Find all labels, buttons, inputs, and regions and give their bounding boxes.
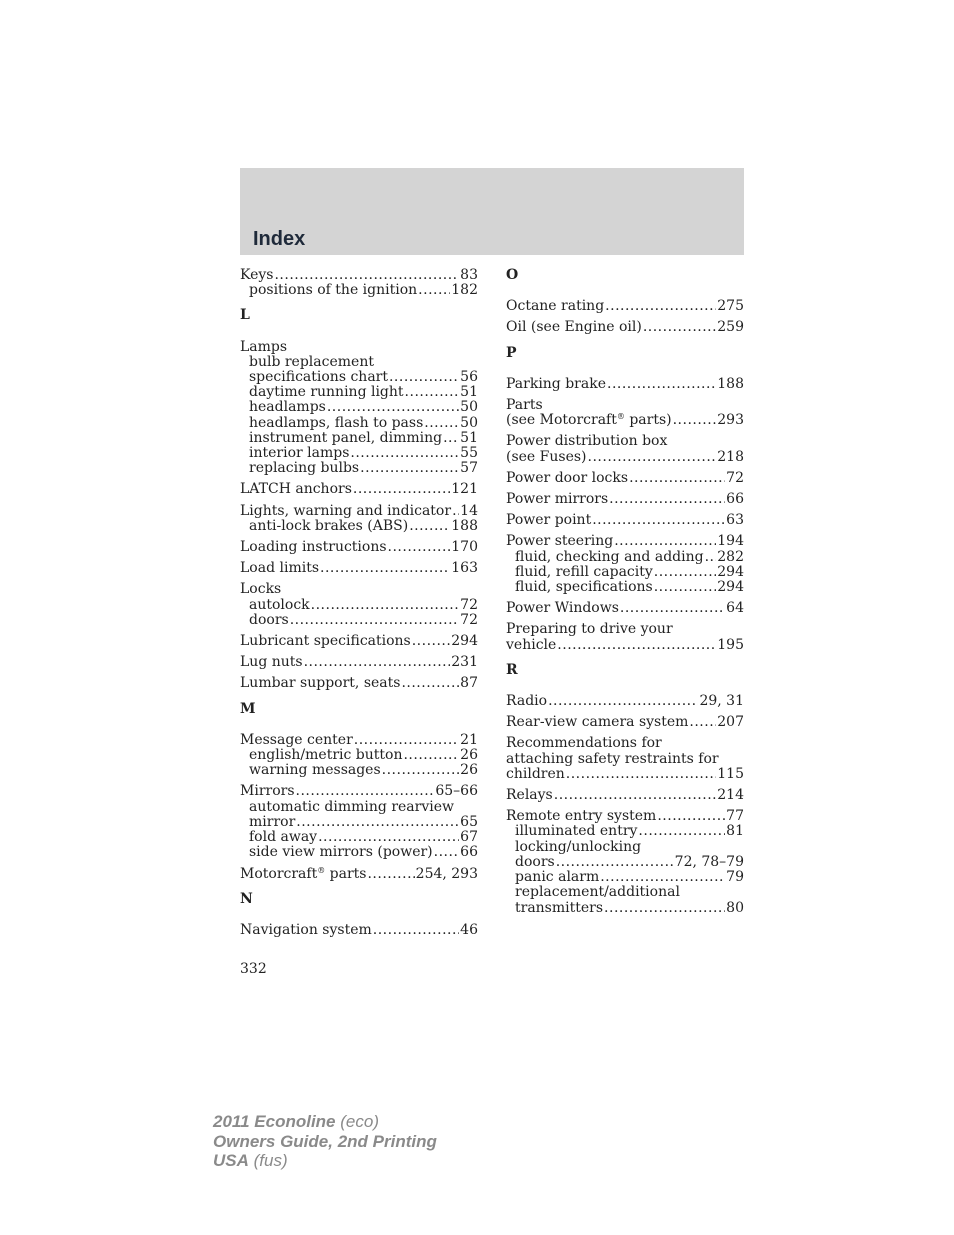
index-subentry-line xyxy=(506,901,744,916)
entry-term: Lamps xyxy=(240,338,288,355)
section-letter: N xyxy=(240,890,253,907)
document-footer xyxy=(213,1112,437,1171)
index-entry-line xyxy=(506,320,744,335)
dot-leader xyxy=(409,519,450,534)
entry-term: side view mirrors (power) xyxy=(249,844,433,861)
index-entry xyxy=(506,492,744,507)
entry-term: Power Windows xyxy=(506,600,619,617)
index-entry-line xyxy=(240,340,478,355)
entry-term: instrument panel, dimming xyxy=(249,429,443,446)
index-entry-line xyxy=(506,413,744,428)
section-letter: P xyxy=(506,344,517,361)
entry-page-ref: 51 xyxy=(460,384,478,401)
dot-leader xyxy=(689,715,716,730)
entry-term: Remote entry system xyxy=(506,808,657,825)
index-entry xyxy=(240,540,478,555)
entry-page-ref: 163 xyxy=(451,560,478,577)
dot-leader xyxy=(607,377,716,392)
index-entry xyxy=(240,268,478,298)
page-title: Index xyxy=(253,228,306,250)
entry-term: fluid, specifications xyxy=(515,579,653,596)
index-entry xyxy=(240,561,478,576)
index-entry-line xyxy=(240,676,478,691)
index-entry-line xyxy=(240,733,478,748)
page-number: 332 xyxy=(240,961,267,977)
entry-page-ref: 207 xyxy=(717,714,744,731)
index-subentry-line xyxy=(240,598,478,613)
entry-term: english/metric button xyxy=(249,747,403,764)
entry-page-ref: 65–66 xyxy=(435,783,478,800)
dot-leader xyxy=(629,471,725,486)
entry-page-ref: 83 xyxy=(460,267,478,283)
index-entry-line xyxy=(240,582,478,597)
index-entry-line xyxy=(506,534,744,549)
entry-term: attaching safety restraints for xyxy=(506,750,719,767)
entry-page-ref: 80 xyxy=(726,899,744,916)
dot-leader xyxy=(592,513,725,528)
entry-term: Lug nuts xyxy=(240,654,303,671)
index-subentry-line xyxy=(240,370,478,385)
dot-leader xyxy=(360,461,459,476)
index-subentry-line xyxy=(240,446,478,461)
index-entry xyxy=(240,482,478,497)
index-subentry-line xyxy=(240,763,478,778)
section-letter: M xyxy=(240,700,256,717)
index-subentry-line xyxy=(506,580,744,595)
index-entry xyxy=(240,340,478,477)
index-subentry-line xyxy=(240,355,478,370)
index-entry xyxy=(240,923,478,938)
index-entry xyxy=(506,809,744,915)
index-subentry-line xyxy=(240,613,478,628)
entry-page-ref: 231 xyxy=(451,654,478,671)
dot-leader xyxy=(556,855,674,870)
index-entry xyxy=(506,736,744,782)
index-entry xyxy=(240,634,478,649)
entry-term: automatic dimming rearview xyxy=(249,798,455,815)
index-header-band xyxy=(240,168,744,255)
index-entry-line xyxy=(506,809,744,824)
entry-page-ref: 195 xyxy=(717,636,744,653)
dot-leader xyxy=(405,385,460,400)
entry-term: headlamps xyxy=(249,399,326,416)
dot-leader xyxy=(373,923,459,938)
entry-term: fold away xyxy=(249,829,318,846)
index-entry xyxy=(506,299,744,314)
entry-term: Relays xyxy=(506,787,553,804)
index-entry-line xyxy=(506,752,744,767)
dot-leader xyxy=(588,450,717,465)
index-entry xyxy=(506,601,744,616)
entry-page-ref: 26 xyxy=(460,762,478,779)
dot-leader xyxy=(654,565,717,580)
footer-model-code: (eco) xyxy=(340,1112,379,1131)
index-entry-line xyxy=(506,715,744,730)
index-subentry-line xyxy=(506,565,744,580)
dot-leader xyxy=(353,482,450,497)
index-subentry-line xyxy=(240,748,478,763)
entry-page-ref: 79 xyxy=(726,869,744,886)
registered-mark: ® xyxy=(616,412,625,422)
entry-page-ref: 275 xyxy=(717,298,744,315)
footer-region-code: (fus) xyxy=(253,1151,288,1170)
entry-page-ref: 282 xyxy=(717,548,744,565)
index-subentry-line xyxy=(240,845,478,860)
entry-term: LATCH anchors xyxy=(240,481,352,498)
entry-page-ref: 29, 31 xyxy=(699,693,744,710)
entry-page-ref: 46 xyxy=(460,921,478,938)
index-subentry-line xyxy=(240,385,478,400)
entry-term: Mirrors xyxy=(240,783,295,800)
dot-leader xyxy=(412,634,451,649)
index-entry-line xyxy=(506,767,744,782)
section-letter: L xyxy=(240,307,250,324)
entry-term: Radio xyxy=(506,693,548,710)
entry-term: specifications chart xyxy=(249,369,388,386)
dot-leader xyxy=(557,638,716,653)
index-entry-line xyxy=(506,694,744,709)
index-entry xyxy=(240,867,478,882)
entry-page-ref: 72 xyxy=(460,611,478,628)
entry-term: bulb replacement xyxy=(249,353,374,370)
index-entry xyxy=(240,504,478,534)
dot-leader xyxy=(389,370,459,385)
entry-term: replacing bulbs xyxy=(249,460,360,477)
index-subentry-line xyxy=(506,885,744,900)
dot-leader xyxy=(654,580,717,595)
index-entry-line xyxy=(506,492,744,507)
index-entry-line xyxy=(506,788,744,803)
index-entry xyxy=(240,733,478,779)
registered-mark: ® xyxy=(317,865,326,875)
entry-term: vehicle xyxy=(506,636,557,653)
entry-term: Parts xyxy=(506,397,543,414)
entry-term: daytime running light xyxy=(249,384,404,401)
dot-leader xyxy=(424,416,459,431)
section-letter: R xyxy=(506,661,518,678)
entry-page-ref: 51 xyxy=(460,429,478,446)
entry-term: Rear-view camera system xyxy=(506,714,689,731)
dot-leader xyxy=(609,492,725,507)
entry-term: (see Motorcraft® parts) xyxy=(506,412,672,429)
index-entry-line xyxy=(506,471,744,486)
entry-term: Octane rating xyxy=(506,298,605,315)
index-column-right xyxy=(506,268,744,922)
entry-page-ref: 55 xyxy=(460,445,478,462)
entry-term: fluid, checking and adding xyxy=(515,548,704,565)
entry-page-ref: 72 xyxy=(460,596,478,613)
entry-term: fluid, refill capacity xyxy=(515,563,653,580)
index-entry-line xyxy=(240,784,478,799)
index-entry-line xyxy=(506,736,744,751)
entry-page-ref: 50 xyxy=(460,399,478,416)
dot-leader xyxy=(367,867,414,882)
entry-term: interior lamps xyxy=(249,445,350,462)
entry-term: Power steering xyxy=(506,533,614,550)
entry-page-ref: 72, 78–79 xyxy=(674,853,744,870)
index-entry xyxy=(506,398,744,428)
entry-page-ref: 254, 293 xyxy=(415,865,478,882)
entry-term: children xyxy=(506,765,565,782)
entry-term: panic alarm xyxy=(515,869,600,886)
index-entry xyxy=(506,694,744,709)
index-entry-line xyxy=(506,398,744,413)
dot-leader xyxy=(566,767,716,782)
dot-leader xyxy=(296,815,459,830)
index-subentry-line xyxy=(506,855,744,870)
index-entry-line xyxy=(506,622,744,637)
entry-term: mirror xyxy=(249,813,296,830)
footer-line-model xyxy=(213,1112,437,1132)
index-entry-line xyxy=(506,434,744,449)
entry-term: (see Fuses) xyxy=(506,448,587,465)
entry-page-ref: 57 xyxy=(460,460,478,477)
index-entry-line xyxy=(240,540,478,555)
dot-leader xyxy=(673,413,717,428)
entry-page-ref: 50 xyxy=(460,414,478,431)
footer-guide-title: Owners Guide, 2nd Printing xyxy=(213,1131,437,1151)
entry-page-ref: 214 xyxy=(717,787,744,804)
dot-leader xyxy=(554,788,717,803)
entry-page-ref: 63 xyxy=(726,512,744,529)
entry-page-ref: 194 xyxy=(717,533,744,550)
entry-page-ref: 56 xyxy=(460,369,478,386)
index-entry-line xyxy=(240,482,478,497)
entry-page-ref: 293 xyxy=(717,412,744,429)
entry-term: warning messages xyxy=(249,762,381,779)
dot-leader xyxy=(320,561,450,576)
entry-term: Load limits xyxy=(240,560,320,577)
dot-leader xyxy=(452,504,459,519)
index-subentry-line xyxy=(240,800,478,815)
index-entry xyxy=(506,513,744,528)
index-entry xyxy=(506,788,744,803)
dot-leader xyxy=(350,446,459,461)
footer-model-name: 2011 Econoline xyxy=(213,1112,336,1131)
dot-leader xyxy=(418,283,450,298)
index-entry xyxy=(240,655,478,670)
entry-page-ref: 72 xyxy=(726,469,744,486)
dot-leader xyxy=(304,655,451,670)
dot-leader xyxy=(401,676,459,691)
entry-term: anti-lock brakes (ABS) xyxy=(249,517,409,534)
index-entry-line xyxy=(240,867,478,882)
index-entry-line xyxy=(506,513,744,528)
index-entry-line xyxy=(240,923,478,938)
footer-line-guide xyxy=(213,1132,437,1152)
entry-page-ref: 77 xyxy=(726,808,744,825)
index-entry xyxy=(506,471,744,486)
dot-leader xyxy=(705,550,717,565)
index-entry xyxy=(506,622,744,652)
entry-term: doors xyxy=(249,611,289,628)
entry-page-ref: 121 xyxy=(451,481,478,498)
index-subentry-line xyxy=(240,400,478,415)
entry-term: Parking brake xyxy=(506,375,606,392)
index-entry xyxy=(240,582,478,628)
entry-page-ref: 65 xyxy=(460,813,478,830)
entry-term: Lights, warning and indicator xyxy=(240,502,452,519)
entry-term: Power point xyxy=(506,512,592,529)
entry-term: illuminated entry xyxy=(515,823,638,840)
index-entry xyxy=(240,784,478,860)
entry-page-ref: 81 xyxy=(726,823,744,840)
dot-leader xyxy=(614,534,716,549)
entry-term: positions of the ignition xyxy=(249,282,418,299)
entry-term: headlamps, flash to pass xyxy=(249,414,424,431)
index-entry-line xyxy=(506,601,744,616)
dot-leader xyxy=(318,830,459,845)
footer-line-region xyxy=(213,1151,437,1171)
index-entry-line xyxy=(240,268,478,283)
entry-page-ref: 21 xyxy=(460,731,478,748)
entry-term: Motorcraft® parts xyxy=(240,865,367,882)
index-entry xyxy=(240,676,478,691)
entry-page-ref: 218 xyxy=(717,448,744,465)
entry-page-ref: 66 xyxy=(460,844,478,861)
entry-page-ref: 294 xyxy=(717,579,744,596)
dot-leader xyxy=(382,763,460,778)
entry-page-ref: 64 xyxy=(726,600,744,617)
entry-page-ref: 170 xyxy=(451,539,478,556)
entry-term: Power mirrors xyxy=(506,491,609,508)
entry-term: transmitters xyxy=(515,899,604,916)
index-subentry-line xyxy=(240,830,478,845)
dot-leader xyxy=(620,601,725,616)
entry-term: Lumbar support, seats xyxy=(240,675,401,692)
index-subentry-line xyxy=(240,416,478,431)
entry-term: Navigation system xyxy=(240,921,372,938)
entry-page-ref: 188 xyxy=(451,517,478,534)
dot-leader xyxy=(600,870,725,885)
index-entry xyxy=(506,320,744,335)
index-entry-line xyxy=(240,504,478,519)
index-subentry-line xyxy=(506,550,744,565)
index-subentry-line xyxy=(240,431,478,446)
entry-term: replacement/additional xyxy=(515,884,680,901)
entry-term: Power door locks xyxy=(506,469,629,486)
entry-page-ref: 294 xyxy=(717,563,744,580)
index-subentry-line xyxy=(240,461,478,476)
index-entry xyxy=(506,534,744,595)
entry-term: Loading instructions xyxy=(240,539,387,556)
dot-leader xyxy=(434,845,460,860)
entry-page-ref: 294 xyxy=(451,633,478,650)
entry-term: Oil (see Engine oil) xyxy=(506,319,642,336)
dot-leader xyxy=(548,694,698,709)
index-entry xyxy=(506,377,744,392)
dot-leader xyxy=(388,540,451,555)
entry-term: locking/unlocking xyxy=(515,838,642,855)
index-entry xyxy=(506,434,744,464)
dot-leader xyxy=(274,268,459,283)
index-entry-line xyxy=(240,561,478,576)
index-column-left xyxy=(240,268,478,944)
dot-leader xyxy=(296,784,435,799)
entry-term: Locks xyxy=(240,581,282,598)
dot-leader xyxy=(311,598,460,613)
entry-page-ref: 115 xyxy=(717,765,744,782)
dot-leader xyxy=(403,748,459,763)
entry-term: Keys xyxy=(240,267,274,283)
index-subentry-line xyxy=(506,824,744,839)
index-subentry-line xyxy=(240,519,478,534)
dot-leader xyxy=(657,809,725,824)
entry-page-ref: 182 xyxy=(451,282,478,299)
dot-leader xyxy=(327,400,459,415)
entry-term: Message center xyxy=(240,731,353,748)
dot-leader xyxy=(290,613,459,628)
dot-leader xyxy=(443,431,459,446)
entry-page-ref: 67 xyxy=(460,829,478,846)
dot-leader xyxy=(643,320,716,335)
index-entry xyxy=(506,715,744,730)
entry-term: Preparing to drive your xyxy=(506,621,673,638)
index-subentry-line xyxy=(240,283,478,298)
entry-page-ref: 14 xyxy=(460,502,478,519)
dot-leader xyxy=(354,733,459,748)
index-entry-line xyxy=(506,638,744,653)
index-entry-line xyxy=(506,450,744,465)
index-subentry-line xyxy=(240,815,478,830)
dot-leader xyxy=(638,824,725,839)
footer-region: USA xyxy=(213,1151,249,1170)
entry-page-ref: 66 xyxy=(726,491,744,508)
index-subentry-line xyxy=(506,840,744,855)
index-entry-line xyxy=(506,377,744,392)
entry-page-ref: 259 xyxy=(717,319,744,336)
entry-term: autolock xyxy=(249,596,310,613)
index-entry-line xyxy=(240,655,478,670)
entry-page-ref: 26 xyxy=(460,747,478,764)
entry-term: doors xyxy=(515,853,555,870)
dot-leader xyxy=(604,901,725,916)
entry-page-ref: 188 xyxy=(717,375,744,392)
section-letter: O xyxy=(506,267,519,283)
entry-term: Lubricant specifications xyxy=(240,633,411,650)
entry-term: Recommendations for xyxy=(506,735,662,752)
entry-term: Power distribution box xyxy=(506,433,668,450)
entry-page-ref: 87 xyxy=(460,675,478,692)
index-entry-line xyxy=(506,299,744,314)
index-entry-line xyxy=(240,634,478,649)
index-subentry-line xyxy=(506,870,744,885)
dot-leader xyxy=(605,299,716,314)
